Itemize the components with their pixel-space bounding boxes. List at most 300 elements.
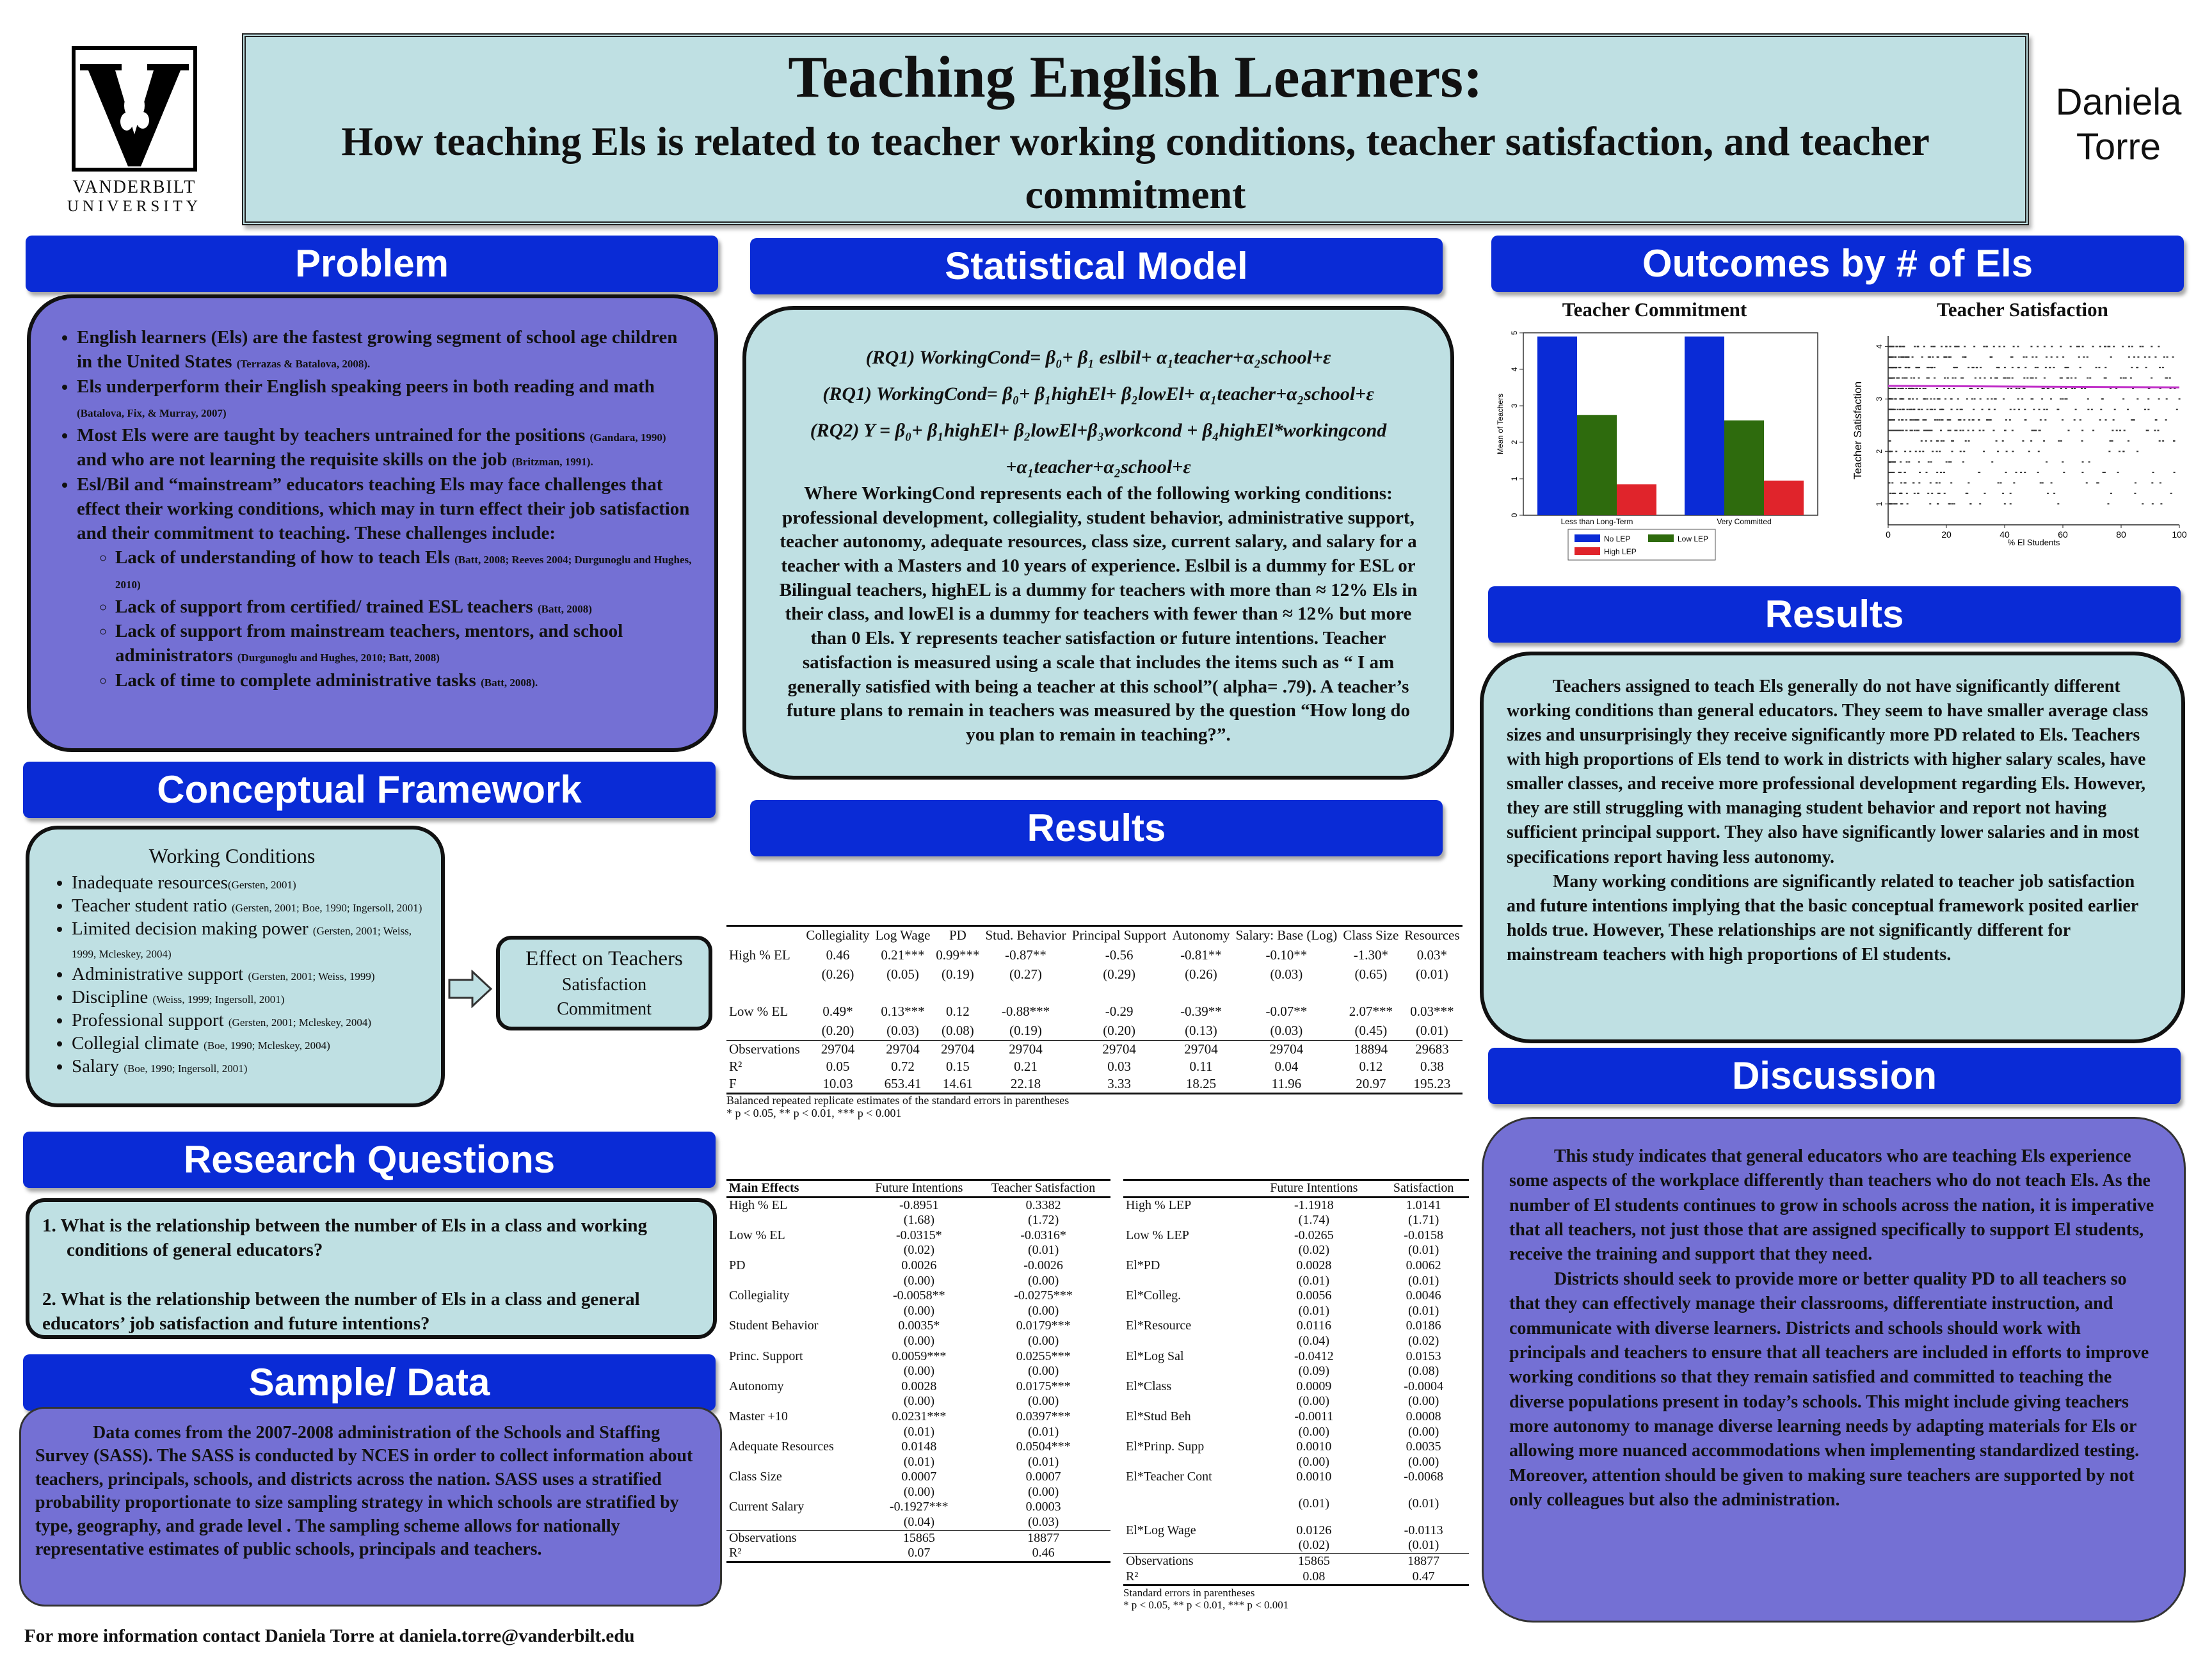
equation-1: (RQ1) WorkingCond= β₀+ β₁ eslbil+ α₁teacher+α₂school+ε	[865, 347, 1331, 368]
table-row	[726, 966, 1463, 1000]
scatter-point	[1964, 346, 1966, 347]
scatter-point	[1918, 378, 1920, 379]
scatter-point	[1898, 388, 1900, 389]
challenge-item: ◦ Lack of understanding of how to teach Els (Batt, 2008; Reeves 2004; Durgunoglu and Hughes, 2010)	[115, 545, 695, 595]
table-cell: (0.00)	[1407, 1394, 1439, 1409]
table-cell: (0.27)	[1009, 966, 1042, 982]
scatter-point	[1900, 346, 1902, 347]
scatter-point	[2113, 346, 2115, 347]
scatter-point	[2125, 378, 2127, 379]
scatter-point	[1948, 430, 1950, 431]
scatter-point	[2104, 367, 2106, 368]
scatter-point	[2021, 398, 2023, 399]
scatter-point	[1956, 409, 1958, 410]
scatter-point	[2074, 419, 2076, 421]
scatter-point	[1891, 472, 1893, 473]
x-tick-label: 0	[1886, 529, 1891, 540]
table-note: * p < 0.05, ** p < 0.01, *** p < 0.001	[726, 1107, 902, 1120]
table-row	[726, 1000, 1463, 1022]
table-cell: High % EL	[729, 1198, 788, 1212]
scatter-point	[2084, 388, 2086, 389]
scatter-point	[1950, 346, 1952, 347]
research-questions-header: Research Questions	[23, 1132, 716, 1188]
table-cell: 0.0179***	[1016, 1318, 1071, 1333]
table-cell	[726, 1274, 862, 1289]
scatter-point	[1940, 430, 1942, 431]
table-row	[1123, 1409, 1469, 1425]
table-cell: 0.0009	[1296, 1379, 1332, 1393]
equation-3: (RQ2) Y = β₀+ β₁highEl+ β₂lowEl+β₃workcond + β₄highEl*workingcond	[810, 420, 1387, 441]
table-cell: Master +10	[729, 1409, 788, 1423]
table-cell: 0.0035*	[898, 1318, 940, 1333]
scatter-point	[1908, 367, 1910, 368]
scatter-point	[2026, 378, 2028, 379]
scatter-point	[1906, 461, 1908, 463]
table-cell: (0.05)	[886, 966, 919, 982]
scatter-point	[1894, 461, 1896, 463]
table-cell: 0.0255***	[1016, 1349, 1071, 1363]
scatter-point	[1950, 398, 1952, 399]
scatter-point	[1982, 430, 1984, 431]
table-cell: 2.07***	[1349, 1003, 1393, 1019]
table-cell: Low % EL	[729, 1003, 789, 1019]
scatter-point	[1938, 398, 1940, 399]
table-cell: 0.49*	[822, 1003, 853, 1019]
scatter-point	[1973, 346, 1975, 347]
scatter-point	[1931, 493, 1933, 494]
table-cell: 0.0028	[1296, 1258, 1332, 1272]
table-cell: 29704	[1269, 1041, 1304, 1057]
table-row	[726, 1455, 1110, 1470]
scatter-point	[1929, 357, 1931, 358]
scatter-point	[1895, 451, 1897, 452]
scatter-point	[1899, 398, 1901, 399]
results-box	[1480, 652, 2185, 1043]
scatter-point	[1913, 409, 1915, 410]
table-cell	[726, 1334, 862, 1349]
scatter-point	[1889, 503, 1891, 504]
scatter-point	[1960, 409, 1962, 410]
condition-item: • Collegial climate (Boe, 1990; Mcleskey, 2004)	[72, 1032, 435, 1055]
scatter-point	[1993, 346, 1995, 347]
scatter-point	[1888, 378, 1890, 379]
scatter-point	[1914, 346, 1916, 347]
problem-item: • English learners (Els) are the fastest growing segment of school age children in the United States (Terrazas & Batalova, 2008).	[77, 325, 695, 374]
table-cell: (0.04)	[1298, 1333, 1329, 1348]
scatter-point	[2080, 419, 2081, 421]
table-row	[1123, 1197, 1469, 1213]
table-cell: 0.0056	[1296, 1288, 1332, 1303]
table-row	[1123, 1318, 1469, 1334]
research-question-1: 1. What is the relationship between the number of Els in a class and working conditions of general educators?	[42, 1215, 648, 1261]
scatter-point	[1953, 503, 1955, 504]
research-question-2: 2. What is the relationship between the number of Els in a class and general educators’ job satisfaction and future intentions?	[42, 1288, 640, 1334]
table-cell: 0.21***	[881, 947, 925, 963]
scatter-point	[1966, 398, 1968, 399]
table-cell: (0.01)	[1027, 1454, 1059, 1469]
satisfaction-chart-title: Teacher Satisfaction	[1937, 298, 2108, 321]
table-cell: El*Log Wage	[1126, 1523, 1196, 1537]
scatter-point	[2122, 378, 2124, 379]
scatter-point	[1928, 367, 1930, 368]
scatter-point	[1900, 472, 1902, 473]
scatter-point	[2018, 388, 2020, 389]
table-cell: 0.0010	[1296, 1470, 1332, 1484]
title-banner	[242, 33, 2029, 225]
scatter-point	[1962, 461, 1964, 463]
problem-item: • Els underperform their English speaking peers in both reading and math (Batalova, Fix, & Murray, 2007)	[77, 374, 695, 424]
table-row	[1123, 1394, 1469, 1409]
scatter-point	[2030, 440, 2032, 442]
table-cell: (0.01)	[1416, 966, 1448, 982]
scatter-point	[1952, 451, 1953, 452]
table-cell: 0.0007	[1025, 1470, 1061, 1484]
scatter-point	[2044, 378, 2046, 379]
scatter-point	[2039, 430, 2041, 431]
results-header-middle: Results	[750, 800, 1443, 856]
scatter-point	[2120, 378, 2122, 379]
scatter-point	[2142, 346, 2144, 347]
scatter-point	[2063, 472, 2065, 473]
scatter-point	[1930, 440, 1932, 442]
table-cell: 0.0116	[1296, 1318, 1331, 1333]
scatter-point	[1950, 409, 1952, 410]
legend-swatch	[1575, 534, 1600, 542]
table-cell: 0.47	[1412, 1569, 1435, 1583]
equation-4: +α₁teacher+α₂school+ε	[1006, 456, 1191, 477]
scatter-point	[2064, 398, 2066, 399]
scatter-point	[1891, 367, 1893, 368]
scatter-point	[1941, 346, 1943, 347]
table-row	[1123, 1213, 1469, 1228]
scatter-point	[1888, 451, 1890, 452]
scatter-point	[1930, 430, 1932, 431]
table-row	[726, 1318, 1110, 1334]
scatter-point	[2142, 503, 2144, 504]
scatter-point	[2162, 367, 2164, 368]
scatter-point	[2007, 388, 2009, 389]
table-cell	[1123, 1364, 1249, 1379]
table-cell: 0.21	[1014, 1058, 1038, 1074]
scatter-point	[2017, 398, 2019, 399]
research-questions-box	[26, 1198, 717, 1339]
table-cell: (0.20)	[821, 1023, 854, 1039]
table-cell: -0.81**	[1180, 947, 1222, 963]
table-cell: 0.03***	[1410, 1003, 1454, 1019]
scatter-point	[1934, 398, 1936, 399]
scatter-point	[1891, 378, 1893, 379]
scatter-point	[2032, 357, 2033, 358]
scatter-point	[2098, 367, 2100, 368]
table-cell: PD	[729, 1258, 746, 1272]
scatter-point	[2004, 378, 2006, 379]
scatter-point	[1895, 346, 1897, 347]
scatter-point	[1895, 357, 1896, 358]
scatter-point	[2053, 367, 2055, 368]
table-cell: (1.72)	[1027, 1213, 1059, 1228]
scatter-point	[1915, 367, 1917, 368]
scatter-point	[2078, 346, 2080, 347]
scatter-point	[2008, 378, 2010, 379]
scatter-point	[1907, 503, 1909, 504]
scatter-point	[2004, 367, 2006, 368]
scatter-point	[1889, 493, 1891, 494]
scatter-point	[2151, 482, 2153, 483]
table-cell: -0.0004	[1404, 1379, 1443, 1393]
table-cell: -0.0316*	[1020, 1228, 1066, 1242]
scatter-point	[1888, 461, 1890, 463]
scatter-point	[1898, 357, 1900, 358]
scatter-point	[2124, 430, 2126, 431]
working-conditions-box	[26, 826, 445, 1107]
scatter-point	[1992, 430, 1994, 431]
table-cell: 0.38	[1420, 1058, 1444, 1074]
scatter-point	[1974, 398, 1976, 399]
scatter-point	[1936, 388, 1938, 389]
sample-box	[19, 1407, 722, 1607]
scatter-point	[1977, 388, 1979, 389]
scatter-point	[1898, 367, 1900, 368]
scatter-point	[1909, 409, 1911, 410]
scatter-point	[2112, 430, 2113, 431]
scatter-point	[1919, 472, 1921, 473]
scatter-point	[1917, 493, 1919, 494]
table-cell: (0.29)	[1103, 966, 1135, 982]
table-cell: -0.39**	[1180, 1003, 1222, 1019]
scatter-point	[1902, 430, 1904, 431]
scatter-point	[2167, 357, 2168, 358]
scatter-point	[1932, 346, 1934, 347]
scatter-point	[1912, 357, 1914, 358]
table-cell	[1123, 1394, 1249, 1409]
bar	[1685, 337, 1724, 515]
scatter-point	[1991, 398, 1992, 399]
table-cell	[726, 1485, 862, 1500]
scatter-point	[1915, 388, 1917, 389]
scatter-point	[2102, 398, 2104, 399]
bar	[1724, 421, 1764, 515]
scatter-point	[2012, 367, 2014, 368]
scatter-point	[1889, 388, 1891, 389]
table-cell: -1.1918	[1294, 1198, 1334, 1212]
table-row	[726, 1304, 1110, 1319]
scatter-point	[2152, 472, 2154, 473]
scatter-point	[1930, 482, 1932, 483]
scatter-point	[2146, 430, 2148, 431]
table-cell: (0.00)	[1407, 1424, 1439, 1439]
scatter-point	[1900, 503, 1902, 504]
scatter-point	[2174, 440, 2176, 442]
x-tick-label: 20	[1941, 529, 1952, 540]
table-cell: (0.19)	[1009, 1023, 1042, 1039]
table-row	[1123, 1228, 1469, 1244]
table-cell: 0.0126	[1296, 1523, 1332, 1537]
scatter-point	[2035, 378, 2037, 379]
scatter-point	[2010, 503, 2012, 504]
scatter-point	[2128, 346, 2130, 347]
scatter-point	[2105, 419, 2107, 421]
author-name: Daniela Torre	[2055, 81, 2182, 168]
problem-box	[27, 294, 718, 752]
table-cell: 29704	[1009, 1041, 1043, 1057]
scatter-point	[1937, 440, 1939, 442]
scatter-point	[1996, 367, 1998, 368]
scatter-point	[2053, 388, 2055, 389]
legend-label: Low LEP	[1678, 534, 1709, 543]
scatter-point	[1927, 409, 1928, 410]
scatter-point	[1902, 378, 1903, 379]
table-row	[726, 1364, 1110, 1379]
table-row	[1123, 1274, 1469, 1289]
scatter-point	[2067, 378, 2069, 379]
scatter-point	[1900, 461, 1902, 463]
scatter-point	[1912, 419, 1914, 421]
table-row	[726, 1530, 1110, 1546]
scatter-point	[2103, 472, 2104, 473]
scatter-point	[1963, 419, 1965, 421]
scatter-point	[2060, 398, 2062, 399]
table-cell	[1123, 1213, 1249, 1228]
table-cell: El*PD	[1126, 1258, 1160, 1272]
scatter-point	[2074, 378, 2076, 379]
discussion-paragraph: This study indicates that general educators who are teaching Els experience some aspects of the workplace differently than teachers who do not teach Els. As the number of El students continues to grow in schools across the nation, it is imperative that all teachers, not just those that are assigned specifically to support El students, receive the training and support that they need.	[1509, 1146, 2154, 1265]
scatter-point	[2018, 409, 2020, 410]
scatter-point	[2050, 398, 2052, 399]
scatter-point	[2172, 357, 2174, 358]
scatter-point	[2037, 367, 2039, 368]
scatter-point	[1979, 430, 1981, 431]
scatter-point	[2005, 419, 2007, 421]
scatter-point	[1930, 461, 1932, 463]
scatter-point	[2137, 357, 2139, 358]
table-cell: 0.99***	[936, 947, 980, 963]
scatter-point	[2006, 451, 2008, 452]
table-cell: 0.0504***	[1016, 1439, 1071, 1454]
working-conditions-title: Working Conditions	[148, 844, 316, 867]
scatter-point	[1889, 440, 1891, 442]
table-row	[726, 1075, 1463, 1094]
table-cell	[726, 1425, 862, 1440]
table-cell: 0.0175***	[1016, 1379, 1071, 1393]
table-cell: 29704	[941, 1041, 975, 1057]
scatter-point	[2157, 430, 2159, 431]
scatter-point	[1979, 503, 1981, 504]
logo-subtext: UNIVERSITY	[67, 198, 202, 215]
scatter-point	[1889, 357, 1891, 358]
scatter-point	[1916, 419, 1918, 421]
scatter-point	[1940, 472, 1942, 473]
table-cell: (0.02)	[1298, 1538, 1329, 1553]
scatter-point	[1893, 388, 1895, 389]
scatter-point	[1925, 472, 1927, 473]
scatter-point	[1895, 367, 1897, 368]
table-note: Balanced repeated replicate estimates of the standard errors in parentheses	[726, 1094, 1070, 1107]
table-cell: 11.96	[1271, 1076, 1302, 1092]
scatter-point	[2097, 482, 2099, 483]
table-cell: 29704	[886, 1041, 920, 1057]
table-cell: 29704	[1184, 1041, 1218, 1057]
scatter-point	[1891, 451, 1893, 452]
scatter-point	[1936, 472, 1938, 473]
table-cell: 18877	[1407, 1554, 1440, 1569]
table-cell	[726, 1455, 862, 1470]
scatter-point	[1984, 378, 1986, 379]
scatter-point	[1888, 346, 1890, 347]
table-cell: 1.0141	[1406, 1198, 1441, 1212]
x-category-label: Less than Long-Term	[1560, 517, 1633, 526]
table-cell: (0.00)	[1298, 1454, 1329, 1469]
table-cell: (0.01)	[903, 1424, 935, 1439]
scatter-point	[1901, 388, 1903, 389]
scatter-point	[1906, 409, 1908, 410]
scatter-point	[2023, 378, 2025, 379]
scatter-point	[1909, 451, 1911, 452]
scatter-point	[1988, 409, 1990, 410]
condition-item: • Inadequate resources(Gersten, 2001)	[72, 872, 435, 895]
scatter-point	[1916, 398, 1918, 399]
scatter-point	[1939, 409, 1941, 410]
condition-item: • Professional support (Gersten, 2001; Mcleskey, 2004)	[72, 1009, 435, 1032]
table-row	[1123, 1379, 1469, 1395]
scatter-point	[2145, 367, 2147, 368]
table-cell: (0.00)	[1407, 1454, 1439, 1469]
scatter-point	[1903, 346, 1905, 347]
table-row	[1123, 1425, 1469, 1440]
table-row	[1123, 1304, 1469, 1319]
scatter-point	[2032, 430, 2033, 431]
results-header-right: Results	[1488, 586, 2181, 643]
y-tick-label: 5	[1510, 330, 1519, 335]
scatter-point	[1947, 378, 1949, 379]
table-cell: (1.74)	[1298, 1213, 1329, 1228]
table-cell	[726, 1213, 862, 1228]
scatter-point	[1943, 472, 1945, 473]
table-cell: 195.23	[1413, 1076, 1451, 1092]
scatter-point	[1893, 472, 1895, 473]
y-tick-label: 4	[1510, 367, 1519, 372]
table-cell: 0.05	[826, 1058, 850, 1074]
table-cell: (0.01)	[1298, 1303, 1329, 1318]
scatter-point	[2092, 430, 2094, 431]
scatter-point	[2030, 346, 2032, 347]
scatter-point	[2087, 409, 2089, 410]
table-cell: (0.00)	[903, 1484, 935, 1499]
scatter-points	[1888, 346, 2181, 504]
table-cell: 0.0035	[1406, 1439, 1441, 1454]
table-cell	[1123, 1538, 1249, 1553]
scatter-point	[2043, 409, 2045, 410]
scatter-point	[1937, 357, 1939, 358]
scatter-point	[2131, 346, 2133, 347]
scatter-point	[1928, 461, 1930, 463]
scatter-point	[1998, 367, 2000, 368]
table-row	[1123, 1439, 1469, 1455]
scatter-point	[2081, 440, 2083, 442]
scatter-point	[1918, 409, 1920, 410]
scatter-point	[2035, 357, 2037, 358]
scatter-point	[1902, 398, 1904, 399]
table-row	[1123, 1523, 1469, 1539]
scatter-point	[2147, 398, 2149, 399]
scatter-point	[2110, 357, 2112, 358]
table-cell: Adequate Resources	[729, 1439, 834, 1454]
scatter-point	[1985, 346, 1987, 347]
table-cell: El*Resource	[1126, 1318, 1192, 1333]
bar	[1764, 481, 1804, 515]
table-header-row	[1123, 1180, 1469, 1198]
column-header: Collegiality	[806, 927, 870, 943]
scatter-point	[1953, 367, 1955, 368]
